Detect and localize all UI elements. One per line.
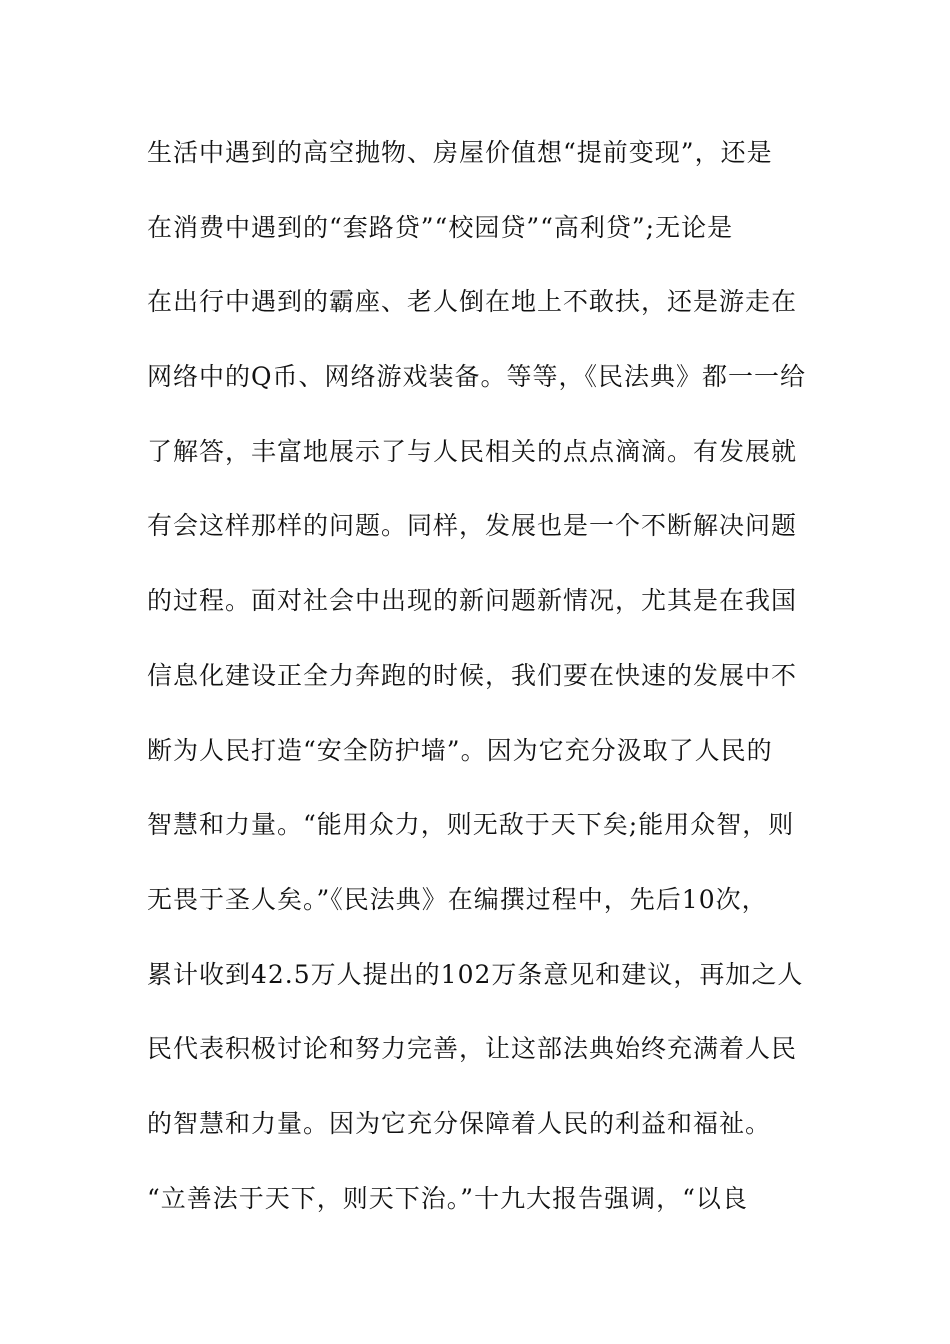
text-line: 的智慧和力量。因为它充分保障着人民的利益和福祉。 [147,1108,772,1138]
text-line: “立善法于天下，则天下治。”十九大报告强调，“以良 [147,1183,748,1213]
text-line: 信息化建设正全力奔跑的时候，我们要在快速的发展中不 [147,660,798,690]
body-text [147,128,817,1248]
text-line: 生活中遇到的高空抛物、房屋价值想“提前变现”，还是 [147,138,773,167]
text-line: 断为人民打造“安全防护墙”。因为它充分汲取了人民的 [147,735,773,765]
text-line: 在出行中遇到的霸座、老人倒在地上不敢扶，还是游走在 [147,287,798,317]
text-line: 了解答，丰富地展示了与人民相关的点点滴滴。有发展就 [147,436,798,466]
text-line: 有会这样那样的问题。同样，发展也是一个不断解决问题 [147,511,798,541]
text-line: 民代表积极讨论和努力完善，让这部法典始终充满着人民 [147,1034,798,1064]
text-line: 无畏于圣人矣。”《民法典》在编撰过程中，先后10次， [147,884,768,914]
text-line: 在消费中遇到的“套路贷”“校园贷”“高利贷”;无论是 [147,212,734,242]
text-line: 的过程。面对社会中出现的新问题新情况，尤其是在我国 [147,586,798,616]
text-line: 智慧和力量。“能用众力，则无敌于天下矣;能用众智，则 [147,810,795,840]
text-line: 累计收到42.5万人提出的102万条意见和建议，再加之人 [147,959,804,989]
text-line: 网络中的Q币、网络游戏装备。等等，《民法典》都一一给 [147,362,806,392]
